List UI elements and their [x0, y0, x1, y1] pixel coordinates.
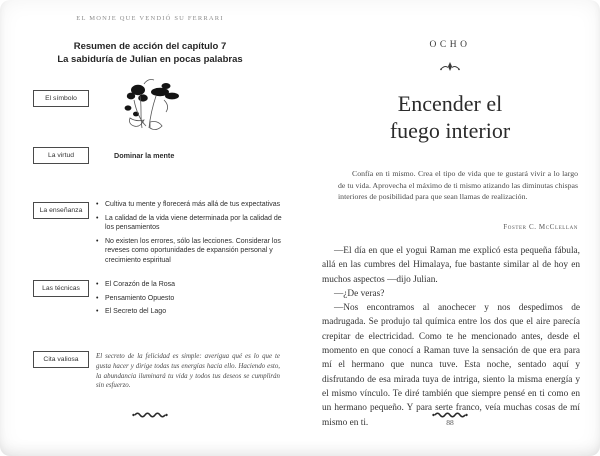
techniques-bullet-list [96, 280, 288, 321]
virtue-text: Dominar la mente [114, 151, 175, 160]
fleuron-icon [439, 61, 461, 72]
teaching-bullet-list [96, 200, 288, 270]
divider-ornament-icon [132, 411, 168, 419]
teaching-bullet: • No existen los errores, sólo las lecciones. Considerar los reveses como oportunidades de expansión personal y crecimiento espiritual [96, 237, 288, 266]
body-paragraph: —¿De veras? [334, 288, 385, 299]
right-page [300, 0, 600, 456]
left-page-divider-ornament [0, 406, 300, 424]
teaching-bullet: • Cultiva tu mente y florecerá más allá de tus expectativas [96, 200, 288, 210]
teaching-label-box: La enseñanza [33, 202, 89, 219]
valuable-quote-text: El secreto de la felicidad es simple: averigua qué es lo que te gusta hacer y dirige todas tus energías hacia ello. Haciendo esto, la abundancia iluminará tu vida y todos tus deseos se cumplirán sin esfuerzo. [96, 353, 280, 390]
virtue-label-box: La virtud [33, 147, 89, 164]
chapter-body-text [322, 244, 580, 430]
chapter-title-line2: fuego interior [389, 118, 511, 143]
epigraph-attribution: Foster C. McClellan [503, 223, 578, 231]
quote-label-box: Cita valiosa [33, 351, 89, 368]
techniques-label-box: Las técnicas [33, 280, 89, 297]
summary-title-line2: La sabiduría de Julian en pocas palabras [57, 54, 243, 65]
chapter-title [300, 90, 600, 144]
garden-ink-drawing-icon [116, 74, 194, 136]
chapter-fleuron [300, 59, 600, 77]
page-number: 88 [446, 418, 454, 427]
chapter-number: OCHO [429, 40, 471, 50]
teaching-bullet: • La calidad de la vida viene determinada por la calidad de los pensamientos [96, 214, 288, 233]
epigraph-text: Confía en ti mismo. Crea el tipo de vida que te gustará vivir a lo largo de tu vida. Aprovecha el máximo de ti mismo atizando las diminutas chispas interiores de posibilidad para que sean llamas de realización. [338, 169, 578, 202]
technique-bullet: • Pensamiento Opuesto [96, 294, 288, 304]
symbol-label-box: El símbolo [33, 90, 89, 107]
technique-bullet: • El Secreto del Lago [96, 307, 288, 317]
running-head: EL MONJE QUE VENDIÓ SU FERRARI [76, 15, 224, 22]
body-paragraph: —Nos encontramos al anochecer y nos despedimos de madrugada. Se produjo tal química entre los dos que el aire parecía crepitar de electricidad. Como te he mencionado antes, desde el momento en que conocí a Raman tuve la sensación de que era para mí el hermano que nunca tuve. Esta noche, sentado aquí y disfrutando de esa mirada tuya de intriga, siento la misma energía y el mismo vínculo. Te diré también que siempre pensé en ti como en un hermano pequeño. Y para serte franco, veía muchas cosas de mí mismo en ti. [322, 303, 580, 428]
chapter-title-line1: Encender el [397, 91, 503, 116]
chapter-symbol-illustration [116, 74, 194, 141]
body-paragraph: —El día en que el yogui Raman me explicó esta pequeña fábula, allá en las cumbres del Himalaya, fue bastante similar al de hoy en muchos aspectos —dijo Julian. [322, 246, 580, 285]
summary-title-line1: Resumen de acción del capítulo 7 [73, 41, 227, 52]
summary-title [0, 40, 300, 66]
technique-bullet: • El Corazón de la Rosa [96, 280, 288, 290]
